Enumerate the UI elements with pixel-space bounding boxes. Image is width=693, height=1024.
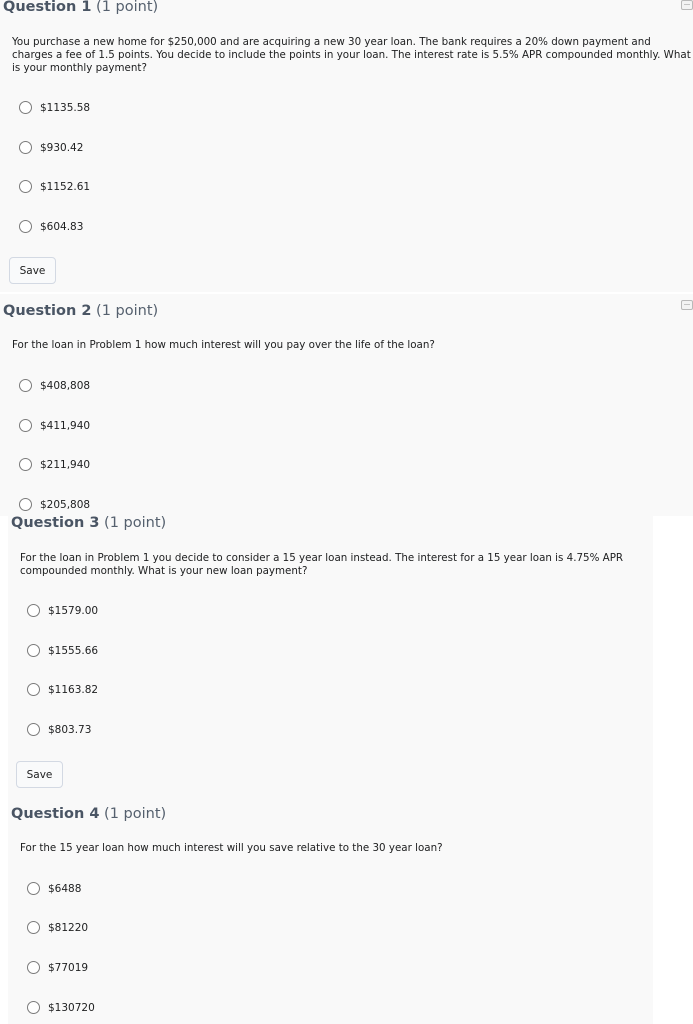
- question-points: (1 point): [96, 303, 159, 319]
- question-2-text: For the loan in Problem 1 how much interest will you pay over the life of the loan?: [12, 339, 435, 351]
- option-label: $803.73: [48, 723, 92, 736]
- question-3-option-c[interactable]: [27, 683, 98, 696]
- option-label: $81220: [48, 921, 89, 934]
- question-4-option-b[interactable]: [27, 921, 88, 934]
- question-1-text: You purchase a new home for $250,000 and are acquiring a new 30 year loan. The bank requires a 20% down payment and charges a fee of 1.5 points. You decide to include the points in your loan. The interest rate is 5.5% APR compounded monthly. What is your monthly payment?: [12, 36, 691, 74]
- option-label: $77019: [48, 961, 89, 974]
- question-points: (1 point): [104, 515, 167, 531]
- question-1-option-b[interactable]: [19, 141, 83, 154]
- radio-button[interactable]: [27, 961, 40, 974]
- question-3-text: For the loan in Problem 1 you decide to consider a 15 year loan instead. The interest for a 15 year loan is 4.75% APR compounded monthly. What is your new loan payment?: [20, 552, 624, 577]
- question-3-4-panel: [8, 516, 653, 1024]
- option-label: $1163.82: [48, 683, 99, 696]
- radio-button[interactable]: [27, 1001, 40, 1014]
- question-4-title: [11, 806, 166, 822]
- question-3-save-button[interactable]: Save: [16, 761, 63, 788]
- option-label: $411,940: [40, 419, 91, 432]
- question-3-title: [11, 515, 166, 531]
- radio-button[interactable]: [19, 498, 32, 511]
- radio-button[interactable]: [27, 604, 40, 617]
- question-2-option-a[interactable]: [19, 379, 90, 392]
- question-3-option-b[interactable]: [27, 644, 98, 657]
- radio-button[interactable]: [27, 921, 40, 934]
- radio-button[interactable]: [27, 723, 40, 736]
- question-1-option-c[interactable]: [19, 180, 90, 193]
- radio-button[interactable]: [19, 180, 32, 193]
- radio-button[interactable]: [27, 882, 40, 895]
- option-label: $1135.58: [40, 101, 91, 114]
- radio-button[interactable]: [19, 141, 32, 154]
- radio-button[interactable]: [19, 419, 32, 432]
- option-label: $1579.00: [48, 604, 99, 617]
- question-1-save-button[interactable]: Save: [9, 257, 56, 284]
- option-label: $211,940: [40, 458, 91, 471]
- question-4-option-a[interactable]: [27, 882, 81, 895]
- question-2-panel: [0, 294, 693, 516]
- radio-button[interactable]: [27, 644, 40, 657]
- option-label: $1152.61: [40, 180, 91, 193]
- flag-question-icon[interactable]: [681, 300, 693, 310]
- question-2-option-c[interactable]: [19, 458, 90, 471]
- question-1-option-a[interactable]: [19, 101, 90, 114]
- question-number: Question 3: [11, 515, 100, 531]
- option-label: $205,808: [40, 498, 91, 511]
- option-label: $408,808: [40, 379, 91, 392]
- question-points: (1 point): [96, 0, 159, 15]
- question-number: Question 1: [3, 0, 92, 15]
- option-label: $604.83: [40, 220, 84, 233]
- option-label: $1555.66: [48, 644, 99, 657]
- question-points: (1 point): [104, 806, 167, 822]
- question-2-option-d[interactable]: [19, 498, 90, 511]
- option-label: $6488: [48, 882, 82, 895]
- radio-button[interactable]: [19, 220, 32, 233]
- question-1-option-d[interactable]: [19, 220, 83, 233]
- question-number: Question 4: [11, 806, 100, 822]
- flag-question-icon[interactable]: [681, 0, 693, 10]
- question-3-option-a[interactable]: [27, 604, 98, 617]
- question-2-option-b[interactable]: [19, 419, 90, 432]
- radio-button[interactable]: [19, 379, 32, 392]
- question-number: Question 2: [3, 303, 92, 319]
- question-4-option-d[interactable]: [27, 1001, 95, 1014]
- question-4-option-c[interactable]: [27, 961, 88, 974]
- option-label: $130720: [48, 1001, 95, 1014]
- question-4-text: For the 15 year loan how much interest will you save relative to the 30 year loan?: [20, 842, 443, 854]
- radio-button[interactable]: [19, 101, 32, 114]
- radio-button[interactable]: [27, 683, 40, 696]
- radio-button[interactable]: [19, 458, 32, 471]
- question-3-option-d[interactable]: [27, 723, 91, 736]
- question-2-title: [3, 303, 158, 319]
- question-1-title: [3, 0, 158, 15]
- option-label: $930.42: [40, 141, 84, 154]
